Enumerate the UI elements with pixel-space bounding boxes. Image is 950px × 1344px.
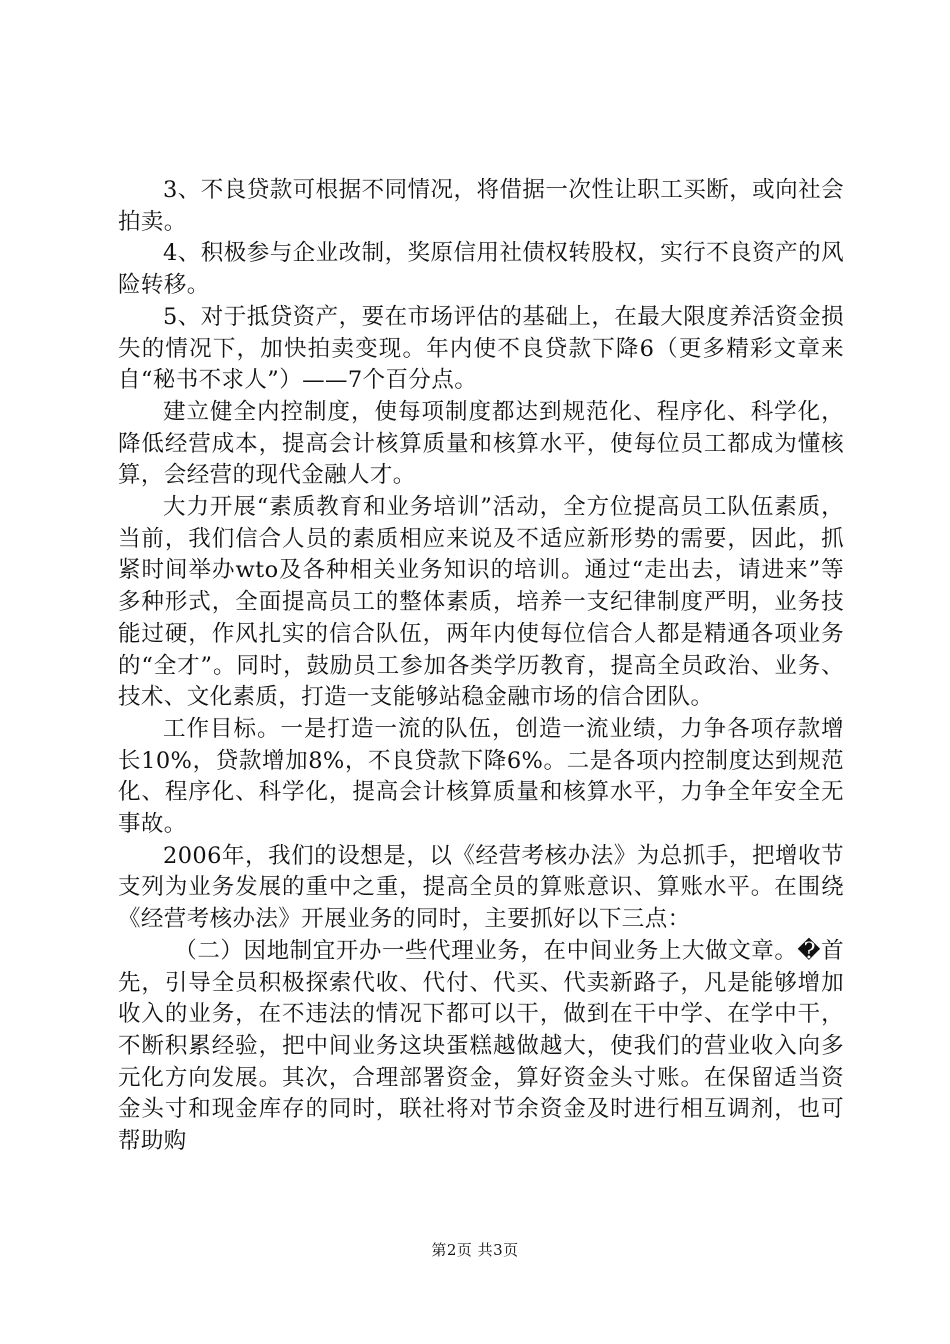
paragraph-2006-plan: 2006年，我们的设想是，以《经营考核办法》为总抓手，把增收节支列为业务发展的重中之重，提高全员的算账意识、算账水平。在围绕《经营考核办法》开展业务的同时，主要抓好以下三点： [118, 842, 844, 933]
paragraph-internal-controls: 建立健全内控制度，使每项制度都达到规范化、程序化、科学化，降低经营成本，提高会计核算质量和核算水平，使每位员工都成为懂核算，会经营的现代金融人才。 [118, 398, 844, 489]
page-number-footer: 第2页 共3页 [431, 1241, 519, 1259]
paragraph-staff-training: 大力开展“素质教育和业务培训”活动，全方位提高员工队伍素质，当前，我们信合人员的素质相应来说及不适应新形势的需要，因此，抓紧时间举办wto及各种相关业务知识的培训。通过“走出去，请进来”等多种形式，全面提高员工的整体素质，培养一支纪律制度严明，业务技能过硬，作风扎实的信合队伍，两年内使每位信合人都是精通各项业务的“全才”。同时，鼓励员工参加各类学历教育，提高全员政治、业务、技术、文化素质，打造一支能够站稳金融市场的信合团队。 [118, 494, 844, 711]
paragraph-collateral-assets: 5、对于抵贷资产，要在市场评估的基础上，在最大限度养活资金损失的情况下，加快拍卖变现。年内使不良贷款下降6（更多精彩文章来自“秘书不求人”）——7个百分点。 [118, 303, 844, 394]
document-body [118, 175, 844, 1158]
paragraph-enterprise-restructuring: 4、积极参与企业改制，奖原信用社债权转股权，实行不良资产的风险转移。 [118, 240, 844, 299]
paragraph-work-goals: 工作目标。一是打造一流的队伍，创造一流业绩，力争各项存款增长10%，贷款增加8%，不良贷款下降6%。二是各项内控制度达到规范化、程序化、科学化，提高会计核算质量和核算水平，力争全年安全无事故。 [118, 715, 844, 838]
paragraph-agency-business: （二）因地制宜开办一些代理业务，在中间业务上大做文章。�首先，引导全员积极探索代收、代付、代买、代卖新路子，凡是能够增加收入的业务，在不违法的情况下都可以干，做到在干中学、在学中干，不断积累经验，把中间业务这块蛋糕越做越大，使我们的营业收入向多元化方向发展。其次，合理部署资金，算好资金头寸账。在保留适当资金头寸和现金库存的同时，联社将对节余资金及时进行相互调剂，也可帮助购 [118, 937, 844, 1155]
paragraph-bad-loans-buyout: 3、不良贷款可根据不同情况，将借据一次性让职工买断，或向社会拍卖。 [118, 177, 844, 235]
